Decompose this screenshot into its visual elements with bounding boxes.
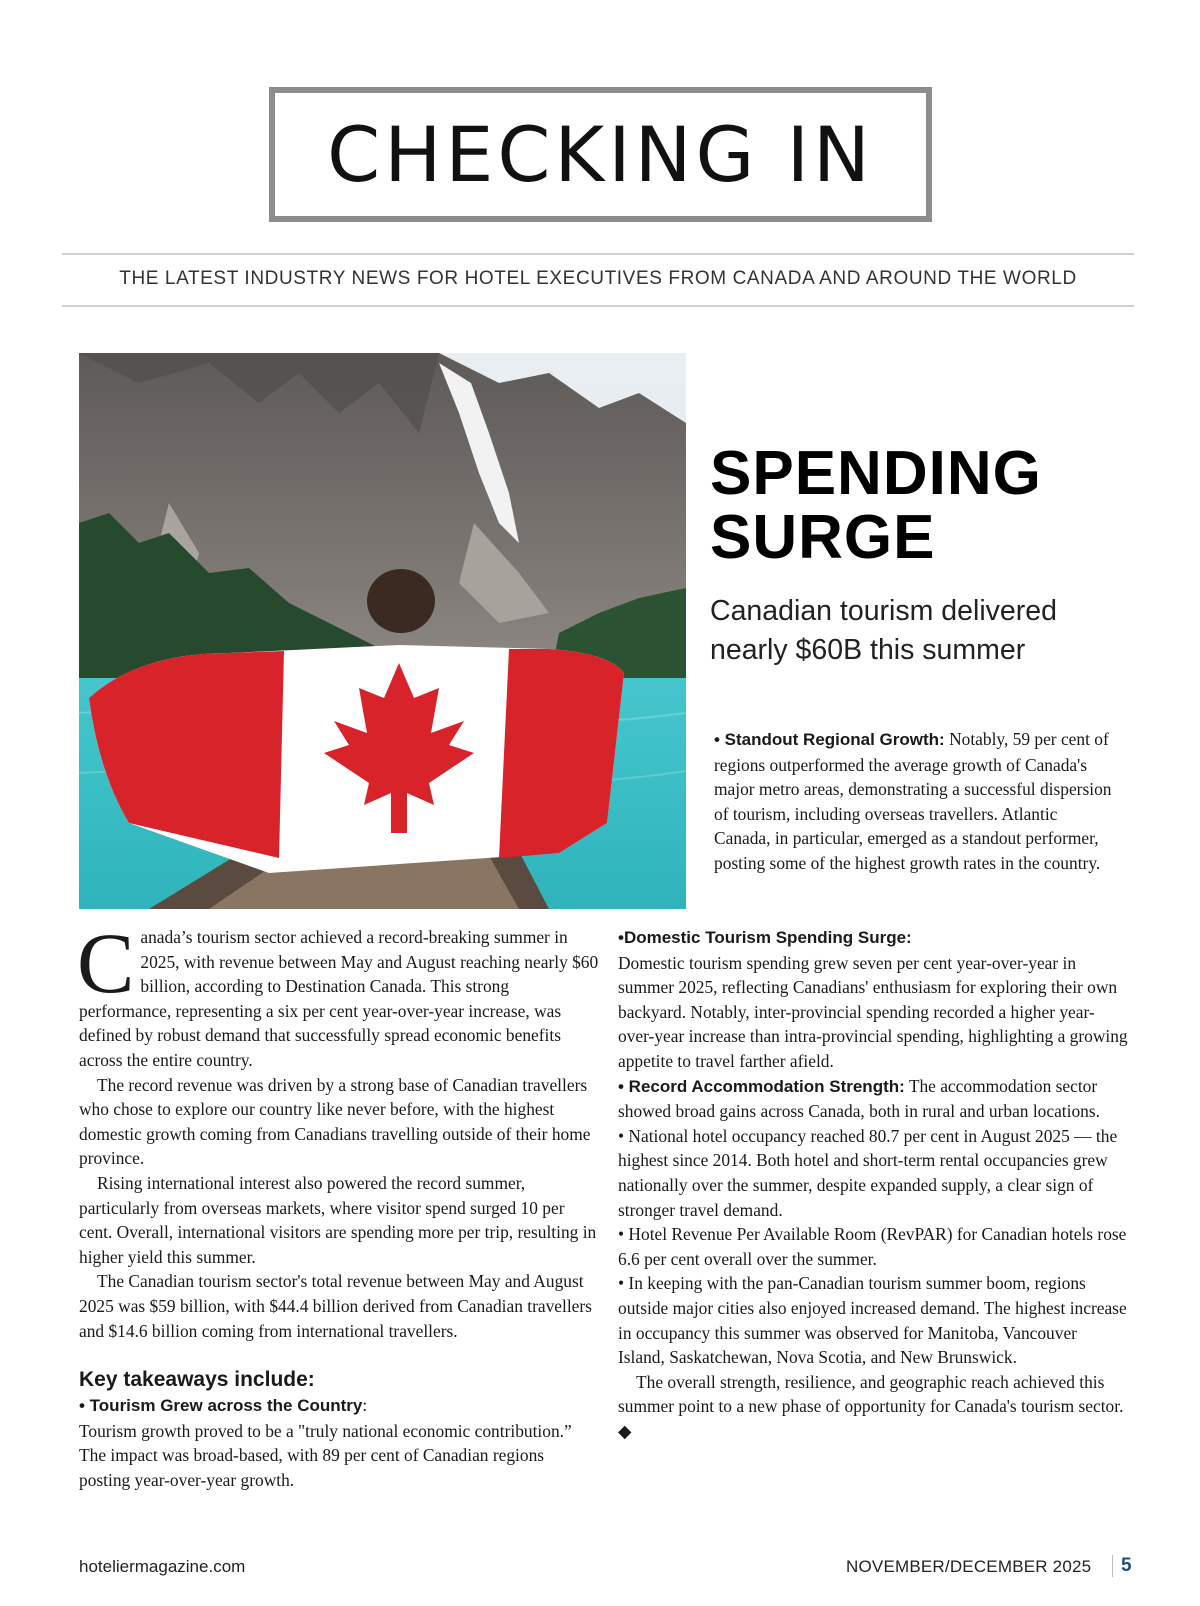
section-title: CHECKING IN — [327, 110, 874, 199]
page-number: 5 — [1121, 1555, 1132, 1576]
bullet-label: • Tourism Grew across the Country — [79, 1396, 363, 1416]
dek-line-2: nearly $60B this summer — [710, 634, 1026, 666]
bullet-label: • Record Accommodation Strength: — [618, 1076, 905, 1096]
bullet-accommodation-strength — [618, 1074, 1128, 1124]
bullet-domestic-spending — [618, 925, 1128, 1074]
bottom-divider — [62, 305, 1134, 307]
key-takeaways-heading: Key takeaways include: — [79, 1368, 315, 1392]
article-dek — [710, 592, 1160, 670]
paragraph-4: The Canadian tourism sector's total revenue between May and August 2025 was $59 billion, with $44.4 billion derived from Canadian travellers and $14.6 billion coming from international travellers. — [79, 1271, 592, 1341]
drop-cap: C — [77, 915, 135, 1011]
footer-separator — [1112, 1555, 1113, 1577]
section-subtitle: THE LATEST INDUSTRY NEWS FOR HOTEL EXECUTIVES FROM CANADA AND AROUND THE WORLD — [119, 268, 1077, 289]
article-headline — [710, 439, 1150, 572]
paragraph-2: The record revenue was driven by a strong base of Canadian travellers who chose to explore our country like never before, with the highest domestic growth coming from Canadians travelling outside of their home province. — [79, 1074, 591, 1169]
bullet-hotel-occupancy: • National hotel occupancy reached 80.7 per cent in August 2025 — the highest since 2014. Both hotel and short-term rental occupancies grew nationally over the summer, despite expanded supply, a clear sign of stronger travel demand. — [618, 1125, 1118, 1220]
left-column — [77, 915, 599, 1492]
footer-issue-date: NOVEMBER/DECEMBER 2025 — [846, 1557, 1092, 1576]
bullet-text: Domestic tourism spending grew seven per cent year-over-year in summer 2025, reflecting Canadians' enthusiasm for exploring their own backyard. Notably, inter-provincial spending recorded a higher year-over-year increase than intra-provincial spending, highlighting a growing appetite to travel farther afield. — [618, 952, 1128, 1071]
paragraph-1 — [77, 915, 599, 1073]
right-top-column — [714, 727, 1118, 876]
bullet-text: Notably, 59 per cent of regions outperformed the average growth of Canada's major metro areas, demonstrating a successful dispersion of tourism, including overseas travellers. Atlantic Canada, in particular, emerged as a standout performer, posting some of the highest growth rates in the country. — [714, 729, 1112, 873]
right-column — [618, 925, 1128, 1443]
bullet-label: • Standout Regional Growth: — [714, 730, 945, 749]
bullet-text: Tourism growth proved to be a "truly national economic contribution.” The impact was broad-based, with 89 per cent of Canadian regions posting year-over-year growth. — [79, 1420, 572, 1490]
bullet-standout-regional-growth — [714, 727, 1118, 876]
bullet-text: The accommodation sector showed broad gains across Canada, both in rural and urban locations. — [618, 1075, 1100, 1122]
dek-line-1: Canadian tourism delivered — [710, 595, 1057, 627]
bullet-tourism-grew — [79, 1393, 599, 1492]
headline-line-2: SURGE — [710, 503, 936, 572]
bullet-regional-demand: • In keeping with the pan-Canadian tourism summer boom, regions outside major cities also enjoyed increased demand. The highest increase in occupancy this summer was observed for Manitoba, Vancouver Island, Saskatchewan, Nova Scotia, and New Brunswick. — [618, 1273, 1127, 1368]
hero-illustration — [79, 353, 686, 909]
paragraph-3: Rising international interest also powered the record summer, particularly from overseas markets, where visitor spend surged 10 per cent. Overall, international visitors are spending more per trip, resulting in higher yield this summer. — [79, 1172, 597, 1267]
bullet-label: •Domestic Tourism Spending Surge: — [618, 928, 912, 947]
top-divider — [62, 253, 1134, 255]
hero-image — [79, 353, 686, 909]
bullet-colon: : — [362, 1395, 368, 1416]
paragraph-1-text: anada’s tourism sector achieved a record-breaking summer in 2025, with revenue between May and August reaching nearly $60 billion, according to Destination Canada. This strong performance, representing a six per cent year-over-year increase, was defined by robust demand that successfully spread economic benefits across the entire country. — [79, 927, 599, 1070]
section-title-box — [269, 87, 932, 222]
headline-line-1: SPENDING — [710, 439, 1042, 508]
closing-paragraph: The overall strength, resilience, and geographic reach achieved this summer point to a new phase of opportunity for Canada's tourism sector. ◆ — [618, 1371, 1124, 1441]
bullet-revpar: • Hotel Revenue Per Available Room (RevPAR) for Canadian hotels rose 6.6 per cent overall over the summer. — [618, 1224, 1127, 1269]
footer-website: hoteliermagazine.com — [79, 1557, 246, 1576]
